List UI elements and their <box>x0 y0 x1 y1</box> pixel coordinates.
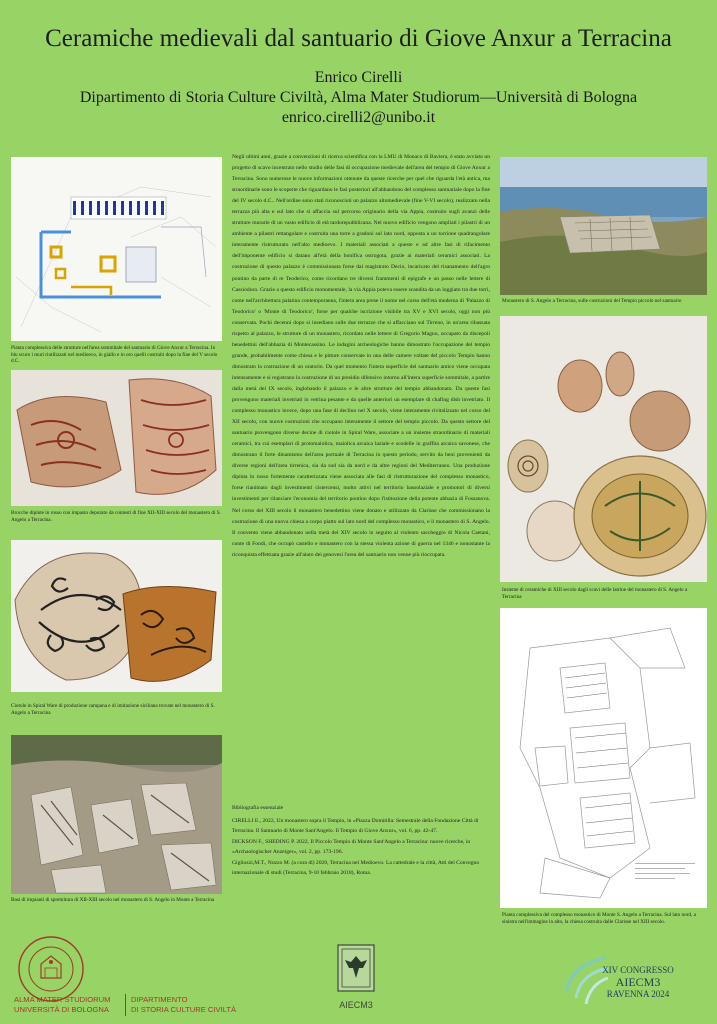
ciotole-drawing <box>11 540 222 692</box>
caption-plan-bottom: Pianta complessiva del complesso monastico di Monte S. Angelo a Terracina. Sul lato nord, a sinistra nell'immagine in alto, la chiesa costruita dalle Clarisse nel XIII secolo. <box>502 912 696 925</box>
caption-plan-top: Pianta complessiva delle strutture nell'area sommitale del santuario di Giove Anxur a Terracina. In blu scuro i muri riutilizzati nel medioevo, in giallo e in oro quelli costruiti dopo la fine del V secolo d.C. <box>11 345 218 364</box>
caption-insieme: Insieme di ceramiche di XIII secolo dagli scavi delle latrine del monastero di S. Angelo a Terracina <box>502 587 688 600</box>
body-text <box>232 152 490 561</box>
aiecm-label: AIECM3 <box>339 1000 373 1010</box>
brocche-photo <box>11 370 222 506</box>
department-name: Dipartimento di Storia Culture Civiltà, Alma Mater Studiorum—Università di Bologna <box>79 89 638 106</box>
caption-ciotole: Ciotole in Spiral Ware di produzione campana e di imitazione siciliana trovate nel monastero di S. Angelo a Terracina <box>11 703 215 716</box>
eagle-icon <box>337 944 375 994</box>
dept-name-line2: DI STORIA CULTURE CIVILTÀ <box>131 1005 237 1014</box>
basi-drawing <box>11 735 222 894</box>
congress-line1: XIV CONGRESSO <box>602 965 674 975</box>
insieme-drawing <box>500 316 707 582</box>
site-plan-drawing <box>11 157 222 341</box>
congress-title <box>602 965 674 1000</box>
dept-name-line1: DIPARTIMENTO <box>131 995 188 1004</box>
unibo-name-line1: ALMA MATER STUDIORUM <box>14 995 111 1004</box>
bibliography-entry: Gigliozzi,M.T., Nuzzo M. (a cura di) 2020, Terracina nel Medioevo. La cattedrale e la città, Atti del Convegno internazionale di studi (Terracina, 9-10 febbraio 2018), Roma. <box>232 859 480 876</box>
aerial-photo <box>500 157 707 295</box>
poster-title: Ceramiche medievali dal santuario di Giove Anxur a Terracina <box>45 25 672 52</box>
aerial-drawing <box>500 157 707 295</box>
caption-aerial: Monastero di S. Angelo a Terracina, sulle costruzioni del Tempio piccolo nel santuario <box>502 298 682 304</box>
bibliography-heading: Bibliografia essenziale <box>232 805 284 811</box>
author-email[interactable]: enrico.cirelli2@unibo.it <box>281 109 436 126</box>
basi-photo <box>11 735 222 894</box>
body-paragraph: Negli ultimi anni, grazie a convenzioni di ricerca scientifica con la LMU di Monaco di Baviera, è stato avviato un progetto di scavo incentrato nello studio delle fasi di occupazione medievale dell'area del tempio di Giove Anxur a Terracina. Sono numerose le nuove informazioni ottenute da queste ricerche per quel che riguarda l'età antica, ma straordinarie sono le scoperte che riguardano le fasi posteriori all'abbandono del complesso santuariale dopo la fine del IV secolo d.C.. Nell'ordine sono stati riconosciuti un palazzo altomedievale (fine V-VI secolo), realizzato nella terrazza più alta e sul lato che si affaccia sul percorso originario della via Appia, costruito sugli avanzi delle strutture murarie di un vasto edificio di età tardorepubblicana. Nel nuovo edificio vengono ampliati i pilastri di un ambiente a pilastri rettangolare e costruita una torre a gradoni sul lato nord, opposta a un torrione quadrangolare interamente ristrutturato nell'alto medioevo. I materiali associati a queste e ad altre fasi di rifacimento dell'imponente edificio si datano all'età della bonifica ostrogota, grazie ai materiali ceramici associati. La costruzione di questo palazzo è commissionata forse dal magistrato Decio, incaricato del risanamento dell'agro pontino da parte di re Teoderico, come ricordano tre diversi frammenti di epigrafe e un passo nelle lettere di Cassiodoro. Grazie a questo edificio monumentale, la via Appia poteva essere scandita da un loggiato tra due torri, come nell'architettura palatina contemporanea, l'intera area prese il nome nel corso dell'età moderna di 'Palazzo di Teodorico' o 'Monte di Teodorico', forse per qualche iscrizione visibile tra XV e XVI secolo, oggi non più conservata. Pochi decenni dopo si insediano sulle due terrazze che si affacciano sul Tirreno, in un'area ribassata rispetto al palazzo, le strutture di un monastero, ricordato nelle lettere di Gregorio Magno, occupato da discepoli benedettini dell'abbazia di Montecassino. Le indagini archeologiche hanno dimostrato l'occupazione del tempio grande, probabilmente come chiesa e le pitture conservate in una delle camere voltate del piccolo Tempio hanno dimostrato la costruzione di un oratorio. Da quel momento l'intera superficie del santuario antico viene occupata intensamente e si registrano la costruzione di un presidio difensivo intorno all'intera superficie sommitale, a partire dalla metà del IX secolo, inglobando il palazzo e le altre strutture del tempio abbandonato. Da queste fasi provengono materiali invetriati in vetrina pesante e da quelle anteriori un esemplare di chafing dish invetriato. Il complesso monastico invece, dopo una fase di declino nel X secolo, viene interamente rivitalizzato nel corso del XII secolo, con nuove costruzioni che occupano interamente il settore del tempio piccolo. Da questo settore del santuario provengono diverse decine di ciotole in Spiral Ware, associate a un insieme straordinario di materiali ceramici, tra cui esemplari di protomaiolica, maiolica arcaica laziale e scodelle in graffita arcaica savonese, che dimostrano il forte dinamismo dell'area portuale di Terracina in questo periodo, servito da beni provenienti da diverse regioni dell'area tirrenica, sia da sud sia da nord e da altre regioni del Mediterraneo. Una produzione dipinta in rosso fortemente caratterizzata viene associata alle fasi di ristrutturazione del complesso monastico, forse rianimato dagli investimenti cistercensi, molto attivi nel territorio bassolaziale e promotori di diversi investimenti per rilanciare l'economia del territorio pontino dopo l'istituzione della potente abbazia di Fossanova. Nel corso del XIII secolo il monastero benedettino viene donato e utilizzato da Clarisse che commissionano la costruzione di una nuova chiesa a corpo piatto sul lato nord del complesso monastico, e il monastero di S. Angelo. Il convento viene abbandonato nella metà del XIV secolo in seguito al violento saccheggio di Nicola Caetani, conte di Fondi, che occupò castello e monastero con la stessa violenta azione di guerra nel 1346 e nonostante la riconquista effettuata grazie all'aiuto dei genovesi l'area del santuario non venne più rioccupata. <box>232 154 490 558</box>
monastery-plan-figure <box>500 608 707 908</box>
monastery-plan-drawing <box>500 608 707 908</box>
insieme-photo <box>500 316 707 582</box>
unibo-name-line2: UNIVERSITÀ DI BOLOGNA <box>14 1005 109 1014</box>
author-name: Enrico Cirelli <box>314 69 403 86</box>
bibliography-entry: CIRELLI E., 2022, Un monastero sopra il Tempio, in «Piazza Domitilla: Semestrale della Fondazione Città di Terracina. Il Santuario di Monte Sant'Angelo. Il Tempio di Giove Anxur», vol. 6, pp. 42-47. <box>232 817 479 834</box>
brocche-drawing <box>11 370 222 506</box>
congress-line2: AIECM3 <box>615 975 661 989</box>
aiecm-logo <box>337 944 375 1010</box>
unibo-seal-icon <box>16 934 86 1004</box>
bibliography-entry: DICKSON F., SHEDING P. 2022, Il Piccolo Tempio di Monte Sant'Angelo a Terracina: nuove ricerche, in «Archaologischer Anzeiger», vol. 2, pp. 173-196. <box>232 838 471 855</box>
footer-divider <box>125 994 126 1016</box>
caption-basi: Basi di impianti di spremitura di XII-XIII secolo nel monastero di S. Angelo in Monte a Terracina <box>11 897 215 903</box>
ciotole-photo <box>11 540 222 692</box>
bibliography <box>232 803 490 879</box>
congress-line3: RAVENNA 2024 <box>606 989 670 999</box>
caption-brocche: Brocche dipinte in rosso con impasto depurato da contesti di fine XII-XIII secolo del monastero di S. Angelo a Terracina. <box>11 510 221 523</box>
site-plan-figure <box>11 157 222 341</box>
